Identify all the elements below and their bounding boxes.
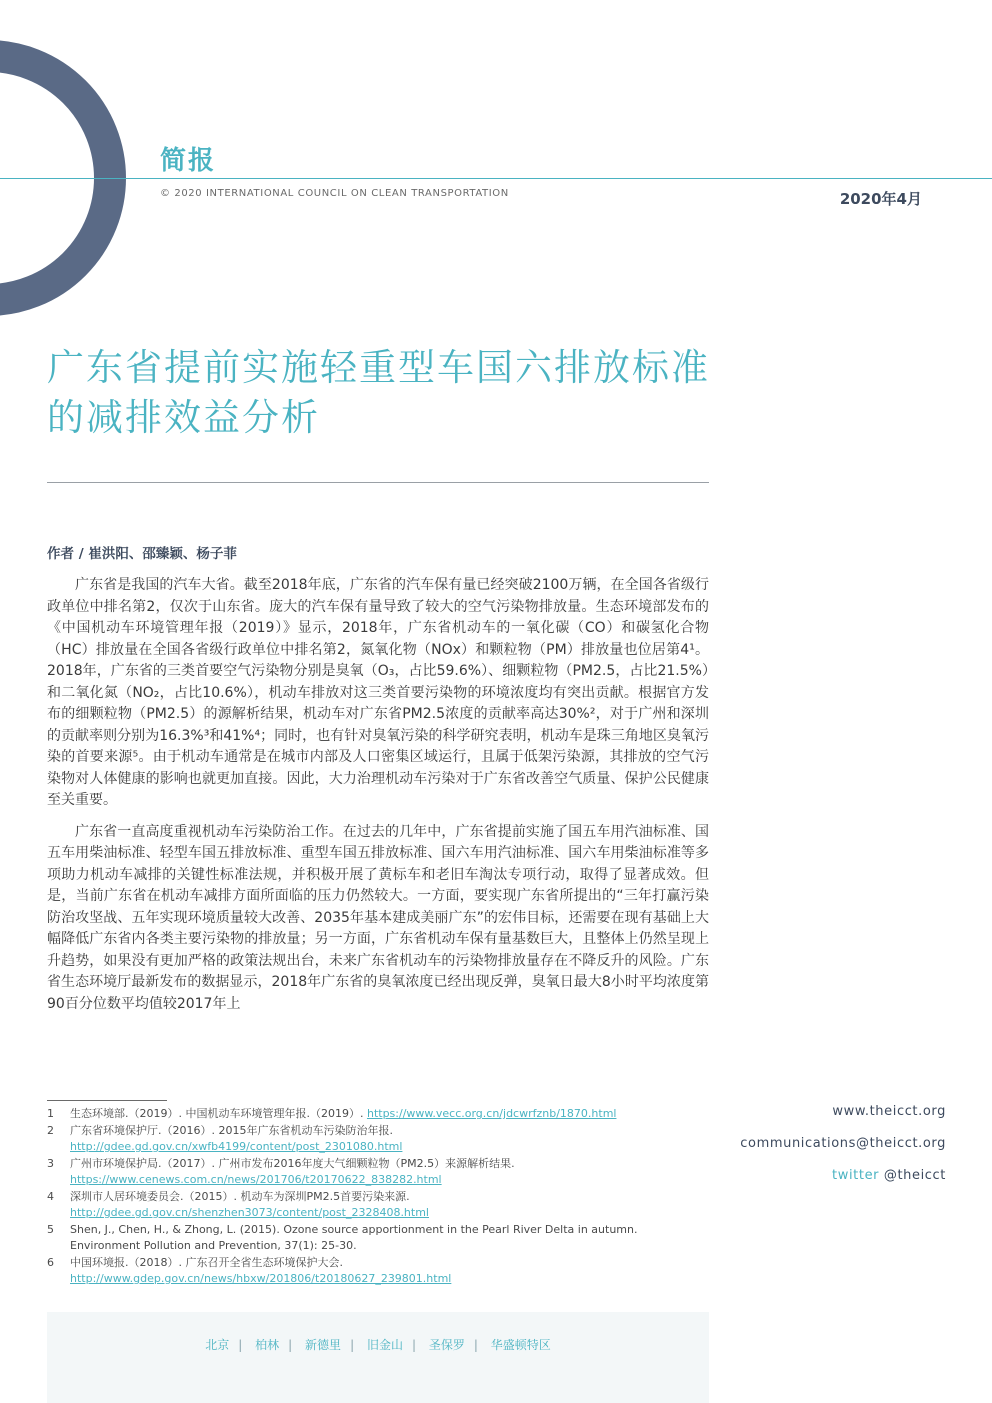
office-locations: 北京 | 柏林 | 新德里 | 旧金山 | 圣保罗 | 华盛顿特区 bbox=[205, 1338, 551, 1352]
paragraph-1: 广东省是我国的汽车大省。截至2018年底，广东省的汽车保有量已经突破2100万辆，在全国各省级行政单位中排名第2，仅次于山东省。庞大的汽车保有量导致了较大的空气污染物排放量。生态环境部发布的《中国机动车环境管理年报（2019）》显示，2018年，广东省机动车的一氧化碳（CO）和碳氢化合物（HC）排放量在全国各省级行政单位中排名第2，氮氧化物（NOx）和颗粒物（PM）排放量也位居第4¹。2018年，广东省的三类首要空气污染物分别是臭氧（O₃，占比59.6%）、细颗粒物（PM2.5，占比21.5%）和二氧化氮（NO₂，占比10.6%），机动车排放对这三类首要污染物的环境浓度均有突出贡献。根据官方发布的细颗粒物（PM2.5）的源解析结果，机动车对广东省PM2.5浓度的贡献率高达30%²，对于广州和深圳的贡献率则分别为16.3%³和41%⁴；同时，也有针对臭氧污染的科学研究表明，机动车是珠三角地区臭氧污染的首要来源⁵。由于机动车通常是在城市内部及人口密集区域运行，且属于低架污染源，其排放的空气污染物对人体健康的影响也就更加直接。因此，大力治理机动车污染对于广东省改善空气质量、保护公民健康至关重要。 bbox=[47, 577, 709, 808]
footnote-link[interactable]: https://www.cenews.com.cn/news/201706/t20170622_838282.html bbox=[70, 1173, 442, 1186]
twitter-label: twitter bbox=[832, 1168, 880, 1183]
office-locations-bar bbox=[47, 1312, 709, 1403]
document-title bbox=[47, 343, 727, 443]
footnote-number: 3 bbox=[47, 1157, 54, 1170]
city-label: 柏林 bbox=[255, 1338, 280, 1352]
city-label: 旧金山 bbox=[366, 1338, 403, 1352]
footnote-text: 生态环境部.（2019）. 中国机动车环境管理年报.（2019）. bbox=[70, 1107, 367, 1120]
title-divider bbox=[47, 482, 709, 483]
city-label: 北京 bbox=[205, 1338, 230, 1352]
footnote-number: 2 bbox=[47, 1124, 54, 1137]
footnote-link[interactable]: http://www.gdep.gov.cn/news/hbxw/201806/t20180627_239801.html bbox=[70, 1272, 452, 1285]
city-label: 圣保罗 bbox=[428, 1338, 465, 1352]
city-label: 华盛顿特区 bbox=[490, 1338, 551, 1352]
footnote-link[interactable]: https://www.vecc.org.cn/jdcwrfznb/1870.html bbox=[366, 1107, 617, 1120]
copyright-text: © 2020 INTERNATIONAL COUNCIL ON CLEAN TRANSPORTATION bbox=[160, 188, 509, 199]
footnote-number: 6 bbox=[47, 1256, 54, 1269]
document-type-label: 简报 bbox=[160, 146, 217, 176]
email-link[interactable]: communications@theicct.org bbox=[740, 1136, 946, 1151]
footnote-text: 深圳市人居环境委员会.（2015）. 机动车为深圳PM2.5首要污染来源. bbox=[70, 1190, 410, 1203]
twitter-handle: @theicct bbox=[883, 1168, 946, 1183]
publication-date: 2020年4月 bbox=[839, 190, 922, 208]
authors-line: 作者 / 崔洪阳、邵臻颖、杨子菲 bbox=[47, 546, 237, 562]
footnotes bbox=[47, 1106, 707, 1288]
footnote-divider bbox=[47, 1100, 167, 1101]
footnote-item bbox=[47, 1106, 707, 1122]
paragraph-2: 广东省一直高度重视机动车污染防治工作。在过去的几年中，广东省提前实施了国五车用汽油标准、国五车用柴油标准、轻型车国五排放标准、重型车国五排放标准、国六车用汽油标准、国六车用柴油标准等多项助力机动车减排的关键性标准法规，并积极开展了黄标车和老旧车淘汰专项行动，取得了显著成效。但是，当前广东省在机动车减排方面所面临的压力仍然较大。一方面，要实现广东省所提出的“三年打赢污染防治攻坚战、五年实现环境质量较大改善、2035年基本建成美丽广东”的宏伟目标，还需要在现有基础上大幅降低广东省内各类主要污染物的排放量；另一方面，广东省机动车保有量基数巨大，且整体上仍然呈现上升趋势，如果没有更加严格的政策法规出台，未来广东省机动车的污染物排放量存在不降反升的风险。广东省生态环境厅最新发布的数据显示，2018年广东省的臭氧浓度已经出现反弹，臭氧日最大8小时平均浓度第90百分位数平均值较2017年上 bbox=[47, 823, 709, 1012]
twitter-link[interactable] bbox=[740, 1168, 946, 1183]
footnote-number: 5 bbox=[47, 1223, 54, 1236]
body-text bbox=[47, 575, 709, 1025]
header-divider bbox=[0, 178, 992, 179]
footnote-link[interactable]: http://gdee.gd.gov.cn/xwfb4199/content/post_2301080.html bbox=[70, 1140, 403, 1153]
footnote-text: 中国环境报.（2018）. 广东召开全省生态环境保护大会. bbox=[70, 1256, 343, 1269]
footnote-item bbox=[47, 1189, 707, 1221]
city-label: 新德里 bbox=[305, 1338, 342, 1352]
title-line-2: 的减排效益分析 bbox=[47, 396, 320, 439]
footnote-item bbox=[47, 1222, 707, 1254]
footnote-text: 广东省环境保护厅.（2016）. 2015年广东省机动车污染防治年报. bbox=[70, 1124, 393, 1137]
footnote-item bbox=[47, 1123, 707, 1155]
footnote-text: Shen, J., Chen, H., & Zhong, L. (2015). Ozone source apportionment in the Pearl River Delta in autumn. Environment Pollution and Prevention, 37(1): 25-30. bbox=[70, 1223, 638, 1252]
footnote-number: 1 bbox=[47, 1107, 54, 1120]
footnote-item bbox=[47, 1255, 707, 1287]
footnote-number: 4 bbox=[47, 1190, 54, 1203]
website-link[interactable]: www.theicct.org bbox=[832, 1104, 946, 1119]
footnote-link[interactable]: http://gdee.gd.gov.cn/shenzhen3073/content/post_2328408.html bbox=[70, 1206, 429, 1219]
title-line-1: 广东省提前实施轻重型车国六排放标准 bbox=[47, 346, 710, 389]
footnote-text: 广州市环境保护局.（2017）. 广州市发布2016年度大气细颗粒物（PM2.5）来源解析结果. bbox=[70, 1157, 515, 1170]
footnote-item bbox=[47, 1156, 707, 1188]
contact-block bbox=[740, 1104, 946, 1200]
